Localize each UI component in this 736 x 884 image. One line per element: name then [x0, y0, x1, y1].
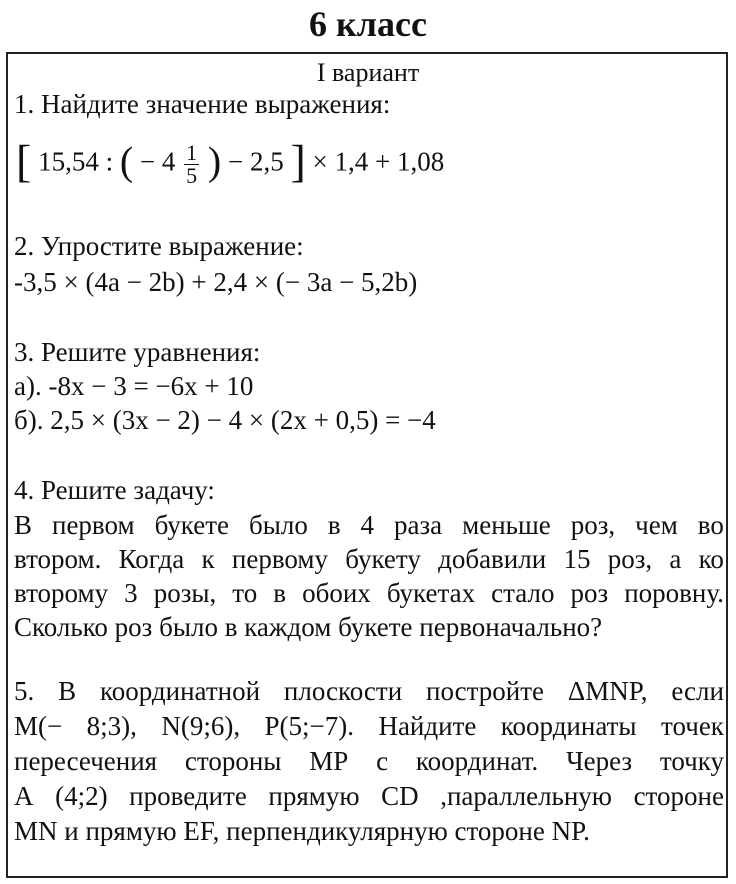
task5-line: 5. В координатной плоскости постройте ΔMNP, если	[14, 676, 724, 706]
task1-part-c: − 2,5	[227, 146, 284, 177]
task5-line: MN и прямую EF, перпендикулярную стороне NP.	[14, 816, 590, 846]
task2-expression: -3,5 × (4a − 2b) + 2,4 × (− 3a − 5,2b)	[14, 267, 418, 297]
task5-text	[14, 674, 724, 849]
task5-line: A (4;2) проведите прямую CD ,параллельную стороне	[14, 781, 724, 811]
right-bracket: ]	[290, 135, 306, 187]
left-paren: (	[119, 138, 134, 184]
task1-expression	[16, 135, 445, 188]
task4-line: втором. Когда к первому букету добавили 15 роз, а ко	[14, 544, 724, 574]
task4-line: Сколько роз было в каждом букете первоначально?	[14, 612, 603, 642]
task3-heading: 3. Решите уравнения:	[14, 337, 261, 367]
page-title: 6 класс	[309, 4, 427, 44]
task4-text	[14, 508, 724, 644]
right-paren: )	[207, 138, 222, 184]
variant-label: I вариант	[316, 58, 420, 87]
task2-heading: 2. Упростите выражение:	[14, 231, 304, 261]
task5-line: M(− 8;3), N(9;6), P(5;−7). Найдите координаты точек	[14, 711, 724, 741]
fraction-numerator: 1	[186, 140, 198, 165]
mixed-fraction	[184, 142, 199, 187]
task1-heading: 1. Найдите значение выражения:	[14, 89, 391, 119]
task1-part-d: × 1,4 + 1,08	[312, 146, 445, 177]
task1-part-a: 15,54 :	[38, 146, 114, 177]
left-bracket: [	[16, 135, 32, 187]
task3-equation-b: б). 2,5 × (3x − 2) − 4 × (2x + 0,5) = −4	[14, 405, 436, 435]
task3-equation-a: а). -8x − 3 = −6x + 10	[14, 371, 254, 401]
task5-line: пересечения стороны MP с координат. Через точку	[14, 746, 724, 776]
task1-part-b: − 4	[139, 146, 176, 177]
task4-line: В первом букете было в 4 раза меньше роз, чем во	[14, 510, 724, 540]
task4-heading: 4. Решите задачу:	[14, 475, 215, 505]
fraction-denominator: 5	[186, 163, 198, 188]
task4-line: второму 3 розы, то в обоих букетах стало роз поровну.	[14, 578, 724, 608]
